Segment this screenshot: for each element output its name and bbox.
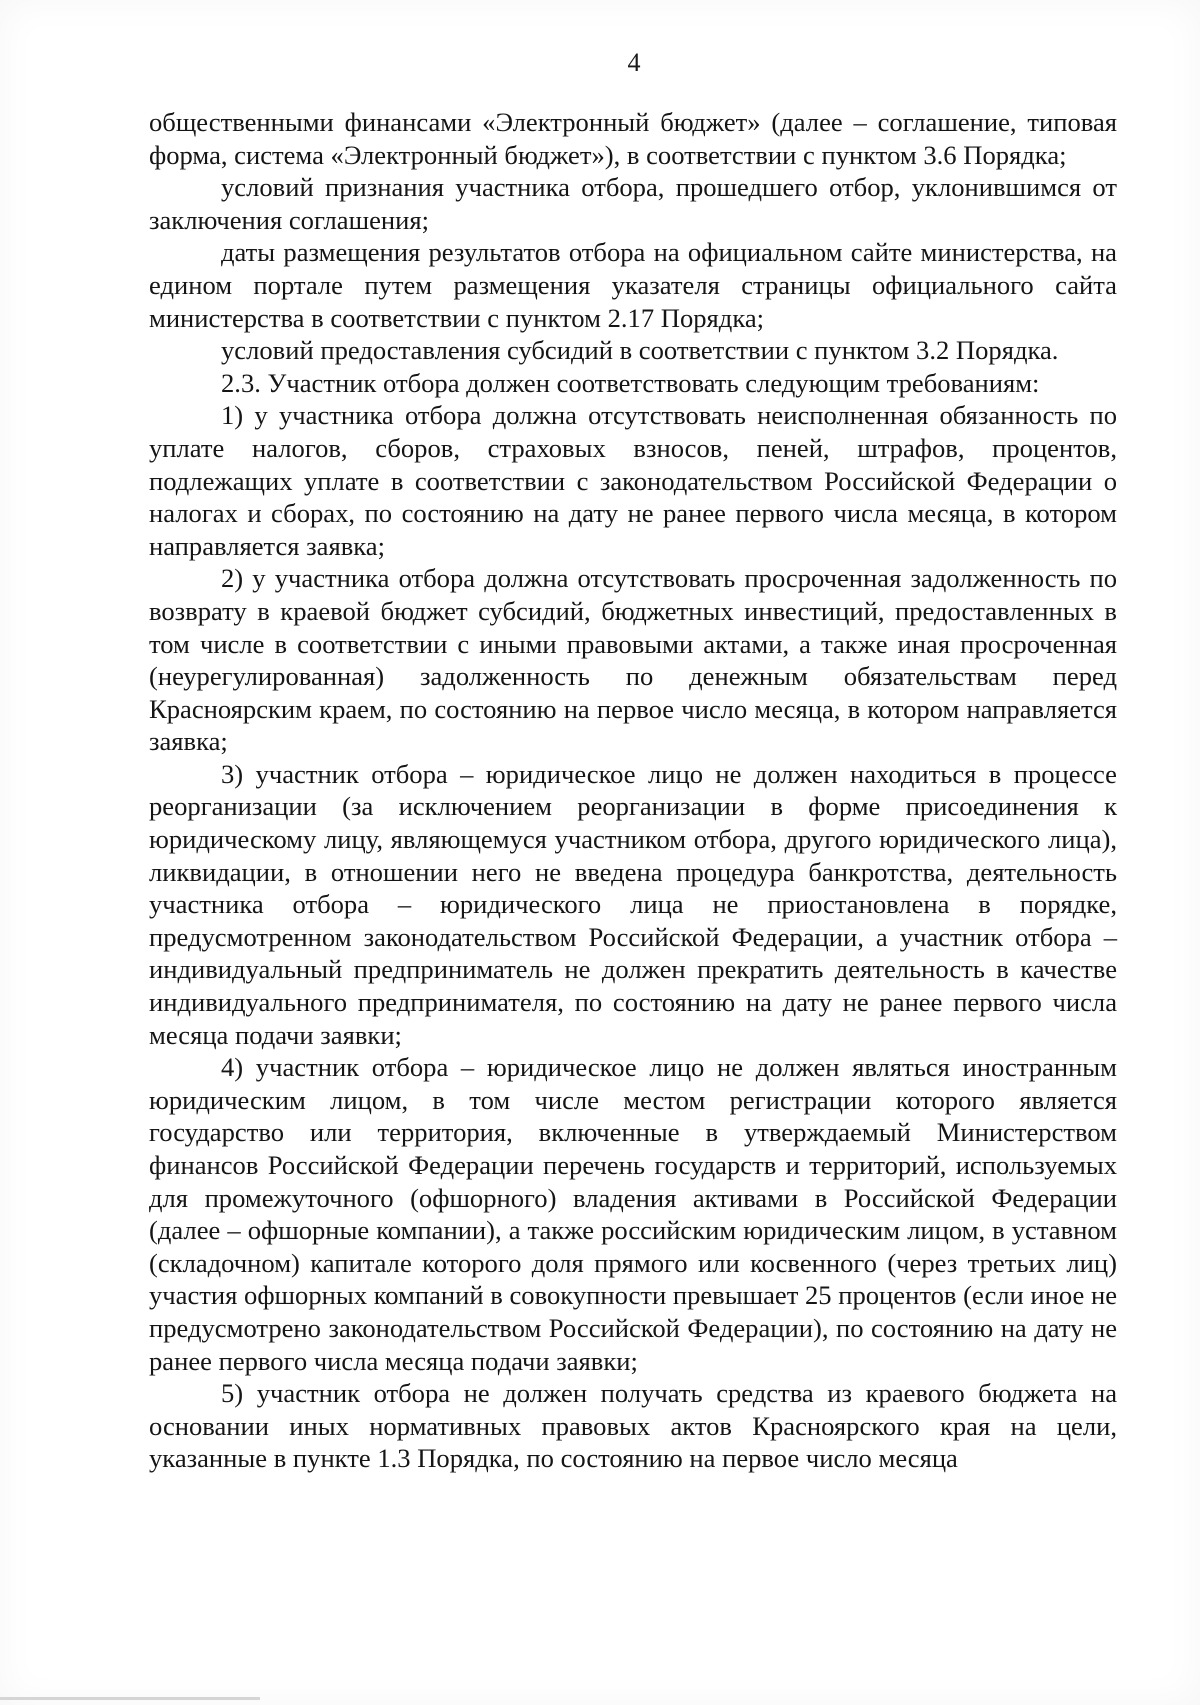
section-heading-2-3: 2.3. Участник отбора должен соответствовать следующим требованиям:	[221, 367, 1040, 398]
paragraph: даты размещения результатов отбора на официальном сайте министерства, на едином портале путем размещения указателя страницы официального сайта министерства в соответствии с пунктом 2.17 Порядка;	[149, 237, 1117, 333]
requirement-item-3: 3) участник отбора – юридическое лицо не должен находиться в процессе реорганизации (за исключением реорганизации в форме присоединения к юридическому лицу, являющемуся участником отбора, другого юридического лица), ликвидации, в отношении него не введена процедура банкротства, деятельность участника отбора – юридического лица не приостановлена в порядке, предусмотренном законодательством Российской Федерации, а участник отбора – индивидуальный предприниматель не должен прекратить деятельность в качестве индивидуального предпринимателя, по состоянию на дату не ранее первого числа месяца подачи заявки;	[149, 758, 1117, 1050]
requirement-item-1: 1) у участника отбора должна отсутствовать неисполненная обязанность по уплате налогов, сборов, страховых взносов, пеней, штрафов, процентов, подлежащих уплате в соответствии с законодательством Российской Федерации о налогах и сборах, по состоянию на дату не ранее первого числа месяца, в котором направляется заявка;	[149, 400, 1117, 561]
page-number: 4	[627, 48, 641, 77]
scan-edge-mark	[0, 1697, 260, 1700]
requirement-item-5: 5) участник отбора не должен получать средства из краевого бюджета на основании иных нормативных правовых актов Красноярского края на цели, указанные в пункте 1.3 Порядка, по состоянию на первое число месяца	[149, 1378, 1117, 1474]
paragraph: условий признания участника отбора, прошедшего отбор, уклонившимся от заключения соглашения;	[149, 172, 1117, 235]
document-body	[149, 106, 1117, 1475]
paragraph-continuation: общественными финансами «Электронный бюджет» (далее – соглашение, типовая форма, система «Электронный бюджет»), в соответствии с пунктом 3.6 Порядка;	[149, 107, 1117, 170]
paragraph: условий предоставления субсидий в соответствии с пунктом 3.2 Порядка.	[221, 335, 1059, 366]
requirement-item-4: 4) участник отбора – юридическое лицо не должен являться иностранным юридическим лицом, в том числе местом регистрации которого является государство или территория, включенные в утверждаемый Министерством финансов Российской Федерации перечень государств и территорий, используемых для промежуточного (офшорного) владения активами в Российской Федерации (далее – офшорные компании), а также российским юридическим лицом, в уставном (складочном) капитале которого доля прямого или косвенного (через третьих лиц) участия офшорных компаний в совокупности превышает 25 процентов (если иное не предусмотрено законодательством Российской Федерации), по состоянию на дату не ранее первого числа месяца подачи заявки;	[149, 1052, 1117, 1376]
requirement-item-2: 2) у участника отбора должна отсутствовать просроченная задолженность по возврату в краевой бюджет субсидий, бюджетных инвестиций, предоставленных в том числе в соответствии с иными правовыми актами, а также иная просроченная (неурегулированная) задолженность по денежным обязательствам перед Красноярским краем, по состоянию на первое число месяца, в котором направляется заявка;	[149, 563, 1117, 757]
